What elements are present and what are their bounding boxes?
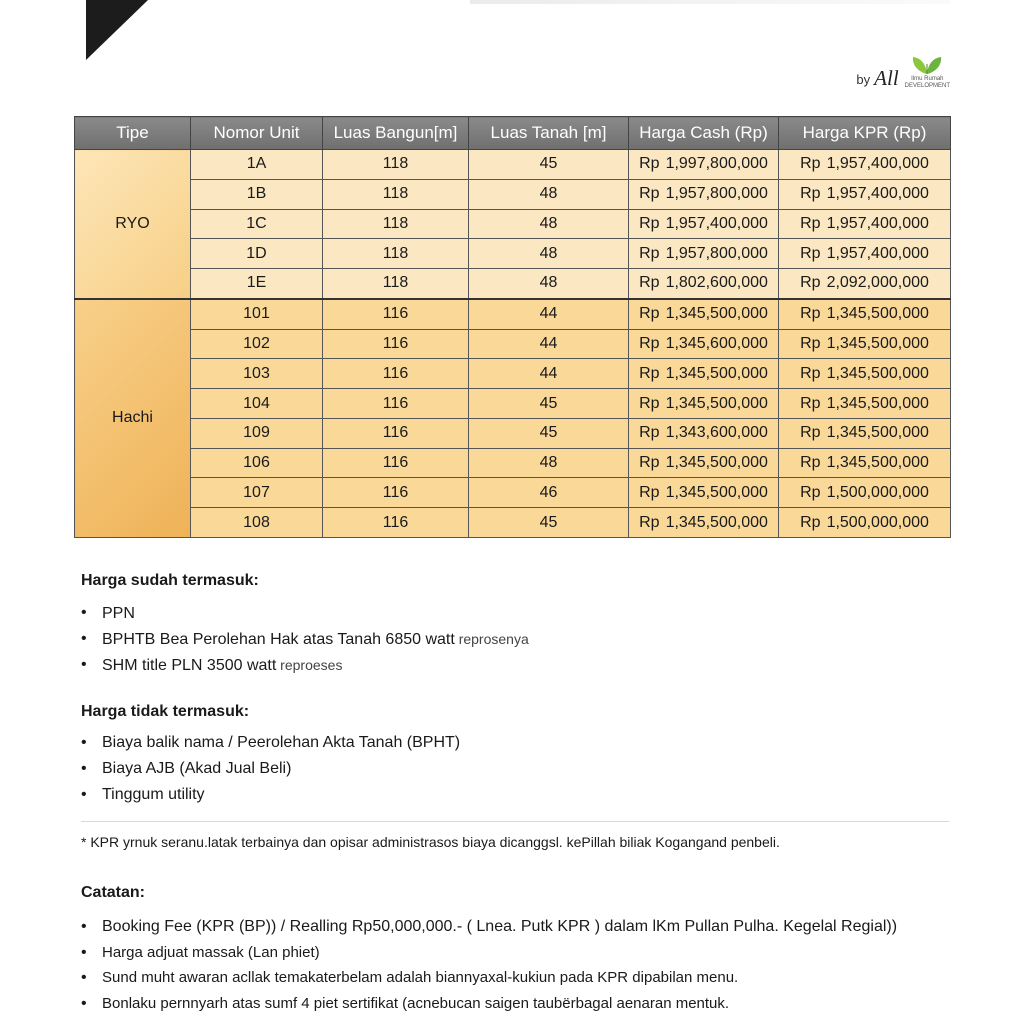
kpr-price-cell: [779, 478, 951, 508]
col-header-unit: Nomor Unit: [191, 117, 323, 150]
note-item: • Sund muht awaran acllak temakaterbelam adalah biannyaxal-kukiun pada KPR dipabilan menu.: [81, 965, 897, 991]
included-item-text: BPHTB Bea Perolehan Hak atas Tanah 6850 watt: [102, 631, 455, 648]
footnote: * KPR yrnuk seranu.latak terbainya dan opisar administrasos biaya dicanggsl. kePillah biliak Kogangand penbeli.: [81, 834, 780, 850]
building-area-cell: 116: [323, 508, 469, 538]
currency-label: Rp: [639, 424, 660, 442]
currency-label: Rp: [800, 454, 821, 472]
kpr-price-value: 1,345,500,000: [826, 364, 929, 382]
land-area-cell: 45: [469, 418, 629, 448]
land-area-cell: 48: [469, 209, 629, 239]
table-header-row: [75, 117, 951, 150]
kpr-price-value: 1,345,500,000: [826, 305, 929, 323]
land-area-cell: 44: [469, 329, 629, 359]
unit-cell: 1C: [191, 209, 323, 239]
building-area-cell: 116: [323, 299, 469, 329]
land-area-cell: 48: [469, 269, 629, 299]
currency-label: Rp: [639, 185, 660, 203]
corner-decoration: [86, 0, 148, 60]
table-row: [75, 389, 951, 419]
excluded-list: [81, 730, 460, 808]
building-area-cell: 118: [323, 209, 469, 239]
kpr-price-cell: [779, 150, 951, 180]
included-item: [81, 652, 529, 678]
building-area-cell: 116: [323, 329, 469, 359]
price-table: [74, 116, 951, 538]
cash-price-value: 1,345,500,000: [665, 513, 768, 531]
included-item-suffix: reprosenya: [454, 631, 529, 647]
cash-price-value: 1,345,500,000: [665, 364, 768, 382]
currency-label: Rp: [800, 185, 821, 203]
unit-cell: 104: [191, 389, 323, 419]
kpr-price-cell: [779, 269, 951, 299]
currency-label: Rp: [639, 155, 660, 173]
kpr-price-value: 1,345,500,000: [826, 424, 929, 442]
building-area-cell: 116: [323, 448, 469, 478]
table-row: [75, 179, 951, 209]
cash-price-cell: [629, 418, 779, 448]
currency-label: Rp: [639, 483, 660, 501]
currency-label: Rp: [639, 513, 660, 531]
currency-label: Rp: [639, 364, 660, 382]
building-area-cell: 118: [323, 150, 469, 180]
kpr-price-value: 1,345,500,000: [826, 454, 929, 472]
cash-price-value: 1,957,800,000: [665, 185, 768, 203]
table-row: [75, 329, 951, 359]
col-header-land-area: Luas Tanah [m]: [469, 117, 629, 150]
divider: [81, 821, 949, 822]
header-strip: [470, 0, 950, 4]
excluded-title: Harga tidak termasuk:: [81, 703, 250, 720]
currency-label: Rp: [800, 214, 821, 232]
cash-price-cell: [629, 329, 779, 359]
building-area-cell: 118: [323, 269, 469, 299]
cash-price-value: 1,957,800,000: [665, 244, 768, 262]
included-item: [81, 600, 529, 626]
currency-label: Rp: [800, 483, 821, 501]
building-area-cell: 118: [323, 179, 469, 209]
cash-price-cell: [629, 269, 779, 299]
building-area-cell: 116: [323, 389, 469, 419]
kpr-price-cell: [779, 209, 951, 239]
building-area-cell: 118: [323, 239, 469, 269]
unit-cell: 108: [191, 508, 323, 538]
table-row: [75, 448, 951, 478]
col-header-cash-price: Harga Cash (Rp): [629, 117, 779, 150]
cash-price-cell: [629, 209, 779, 239]
col-header-kpr-price: Harga KPR (Rp): [779, 117, 951, 150]
cash-price-cell: [629, 239, 779, 269]
land-area-cell: 48: [469, 448, 629, 478]
currency-label: Rp: [800, 334, 821, 352]
included-item-suffix: reproeses: [276, 657, 343, 673]
cash-price-value: 1,345,600,000: [665, 334, 768, 352]
currency-label: Rp: [800, 155, 821, 173]
kpr-price-cell: [779, 179, 951, 209]
kpr-price-value: 1,345,500,000: [826, 334, 929, 352]
note-item: • Booking Fee (KPR (BP)) / Realling Rp50,000,000.- ( Lnea. Putk KPR ) dalam lKm Pullan Pulha. Kegelal Regial)): [81, 914, 897, 940]
kpr-price-cell: [779, 299, 951, 329]
excluded-item: • Tinggum utility: [81, 782, 460, 808]
unit-cell: 1B: [191, 179, 323, 209]
unit-cell: 103: [191, 359, 323, 389]
included-item-text: PPN: [102, 605, 135, 622]
currency-label: Rp: [639, 305, 660, 323]
kpr-price-cell: [779, 448, 951, 478]
brand-mark: All: [874, 66, 899, 91]
cash-price-value: 1,345,500,000: [665, 454, 768, 472]
col-header-type: Tipe: [75, 117, 191, 150]
unit-cell: 102: [191, 329, 323, 359]
kpr-price-value: 1,957,400,000: [826, 155, 929, 173]
land-area-cell: 44: [469, 299, 629, 329]
included-item-text: SHM title PLN 3500 watt: [102, 657, 277, 674]
cash-price-value: 1,802,600,000: [665, 274, 768, 292]
kpr-price-value: 1,500,000,000: [826, 513, 929, 531]
table-row: [75, 359, 951, 389]
brand-logo: [856, 54, 950, 89]
currency-label: Rp: [639, 274, 660, 292]
currency-label: Rp: [639, 334, 660, 352]
table-row: [75, 269, 951, 299]
notes-title: Catatan:: [81, 884, 146, 901]
brand-emblem: [905, 54, 950, 89]
cash-price-cell: [629, 448, 779, 478]
cash-price-cell: [629, 359, 779, 389]
cash-price-value: 1,345,500,000: [665, 483, 768, 501]
currency-label: Rp: [800, 424, 821, 442]
unit-cell: 106: [191, 448, 323, 478]
land-area-cell: 44: [469, 359, 629, 389]
brand-tag: Ilmu Rumah: [911, 76, 944, 82]
cash-price-cell: [629, 508, 779, 538]
included-list: [81, 600, 529, 678]
kpr-price-value: 1,957,400,000: [826, 185, 929, 203]
kpr-price-cell: [779, 508, 951, 538]
unit-cell: 109: [191, 418, 323, 448]
brand-sub: DEVELOPMENT: [904, 82, 950, 89]
land-area-cell: 46: [469, 478, 629, 508]
currency-label: Rp: [639, 244, 660, 262]
type-cell: Hachi: [75, 299, 191, 538]
excluded-item: • Biaya balik nama / Peerolehan Akta Tanah (BPHT): [81, 730, 460, 756]
table-row: [75, 299, 951, 329]
notes-list: [81, 914, 897, 1016]
table-row: [75, 418, 951, 448]
kpr-price-cell: [779, 418, 951, 448]
building-area-cell: 116: [323, 478, 469, 508]
kpr-price-cell: [779, 359, 951, 389]
land-area-cell: 45: [469, 508, 629, 538]
table-row: [75, 150, 951, 180]
table-row: [75, 239, 951, 269]
kpr-price-cell: [779, 239, 951, 269]
kpr-price-cell: [779, 329, 951, 359]
cash-price-cell: [629, 478, 779, 508]
kpr-price-value: 2,092,000,000: [826, 274, 929, 292]
leaf-icon: [909, 54, 945, 76]
land-area-cell: 48: [469, 239, 629, 269]
currency-label: Rp: [800, 305, 821, 323]
cash-price-value: 1,997,800,000: [665, 155, 768, 173]
table-body: [75, 150, 951, 538]
cash-price-value: 1,343,600,000: [665, 424, 768, 442]
cash-price-value: 1,345,500,000: [665, 305, 768, 323]
included-item: [81, 626, 529, 652]
excluded-item: • Biaya AJB (Akad Jual Beli): [81, 756, 460, 782]
table-row: [75, 209, 951, 239]
building-area-cell: 116: [323, 359, 469, 389]
unit-cell: 1E: [191, 269, 323, 299]
currency-label: Rp: [639, 454, 660, 472]
unit-cell: 101: [191, 299, 323, 329]
currency-label: Rp: [639, 214, 660, 232]
cash-price-cell: [629, 389, 779, 419]
col-header-building-area: Luas Bangun[m]: [323, 117, 469, 150]
currency-label: Rp: [800, 364, 821, 382]
cash-price-cell: [629, 150, 779, 180]
type-cell: RYO: [75, 150, 191, 299]
cash-price-cell: [629, 179, 779, 209]
note-item: • Bonlaku pernnyarh atas sumf 4 piet sertifikat (acnebucan saigen taubërbagal aenaran mentuk.: [81, 991, 897, 1017]
currency-label: Rp: [800, 394, 821, 412]
kpr-price-cell: [779, 389, 951, 419]
building-area-cell: 116: [323, 418, 469, 448]
currency-label: Rp: [639, 394, 660, 412]
land-area-cell: 45: [469, 150, 629, 180]
kpr-price-value: 1,500,000,000: [826, 483, 929, 501]
cash-price-cell: [629, 299, 779, 329]
kpr-price-value: 1,957,400,000: [826, 214, 929, 232]
unit-cell: 1D: [191, 239, 323, 269]
included-title: Harga sudah termasuk:: [81, 572, 259, 589]
land-area-cell: 45: [469, 389, 629, 419]
table-row: [75, 478, 951, 508]
currency-label: Rp: [800, 513, 821, 531]
currency-label: Rp: [800, 244, 821, 262]
cash-price-value: 1,957,400,000: [665, 214, 768, 232]
currency-label: Rp: [800, 274, 821, 292]
unit-cell: 107: [191, 478, 323, 508]
kpr-price-value: 1,345,500,000: [826, 394, 929, 412]
unit-cell: 1A: [191, 150, 323, 180]
land-area-cell: 48: [469, 179, 629, 209]
note-item: • Harga adjuat massak (Lan phiet): [81, 940, 897, 966]
table-row: [75, 508, 951, 538]
cash-price-value: 1,345,500,000: [665, 394, 768, 412]
brand-by: by: [856, 72, 871, 88]
kpr-price-value: 1,957,400,000: [826, 244, 929, 262]
